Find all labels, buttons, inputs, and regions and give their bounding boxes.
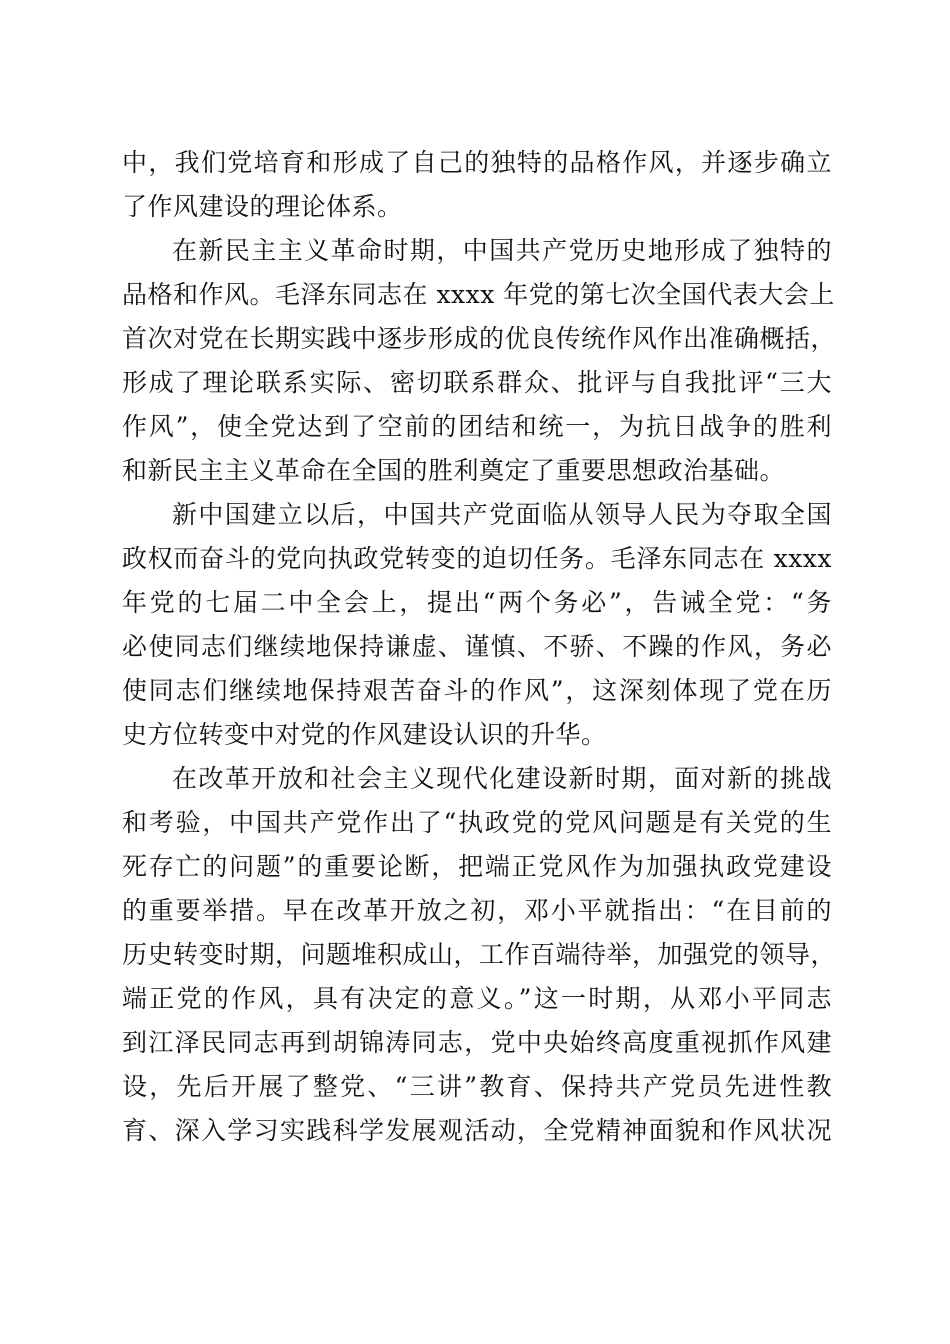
text-line: 育、深入学习实践科学发展观活动，全党精神面貌和作风状况	[122, 1116, 832, 1145]
text-line: 和考验，中国共产党作出了“执政党的党风问题是有关党的生	[122, 808, 832, 837]
text-line: 到江泽民同志再到胡锦涛同志，党中央始终高度重视抓作风建	[122, 1028, 832, 1057]
paragraph-start-line: 新中国建立以后，中国共产党面临从领导人民为夺取全国	[172, 500, 832, 529]
text-line: 首次对党在长期实践中逐步形成的优良传统作风作出准确概括，	[122, 324, 837, 353]
text-line: 必使同志们继续地保持谦虚、谨慎、不骄、不躁的作风，务必	[122, 632, 832, 661]
text-line: 形成了理论联系实际、密切联系群众、批评与自我批评“三大	[122, 368, 832, 397]
text-line: 使同志们继续地保持艰苦奋斗的作风”，这深刻体现了党在历	[122, 676, 832, 705]
text-line: 死存亡的问题”的重要论断，把端正党风作为加强执政党建设	[122, 852, 832, 881]
text-line: 年党的七届二中全会上，提出“两个务必”，告诫全党：“务	[122, 588, 832, 617]
paragraph-start-line: 在新民主主义革命时期，中国共产党历史地形成了独特的	[172, 236, 832, 265]
text-line: 史方位转变中对党的作风建设认识的升华。	[122, 720, 607, 749]
text-line: 品格和作风。毛泽东同志在 xxxx 年党的第七次全国代表大会上	[122, 280, 835, 309]
text-line: 历史转变时期，问题堆积成山，工作百端待举，加强党的领导，	[122, 940, 837, 969]
text-line: 作风”，使全党达到了空前的团结和统一，为抗日战争的胜利	[122, 412, 832, 441]
text-line: 的重要举措。早在改革开放之初，邓小平就指出：“在目前的	[122, 896, 832, 925]
text-line: 政权而奋斗的党向执政党转变的迫切任务。毛泽东同志在 xxxx	[122, 544, 832, 573]
text-line: 端正党的作风，具有决定的意义。”这一时期，从邓小平同志	[122, 984, 832, 1013]
paragraph-start-line: 在改革开放和社会主义现代化建设新时期，面对新的挑战	[172, 764, 832, 793]
text-line: 了作风建设的理论体系。	[122, 192, 403, 221]
text-line: 和新民主主义革命在全国的胜利奠定了重要思想政治基础。	[122, 456, 786, 485]
text-line: 设，先后开展了整党、“三讲”教育、保持共产党员先进性教	[122, 1072, 832, 1101]
text-line: 中，我们党培育和形成了自己的独特的品格作风，并逐步确立	[122, 148, 832, 177]
